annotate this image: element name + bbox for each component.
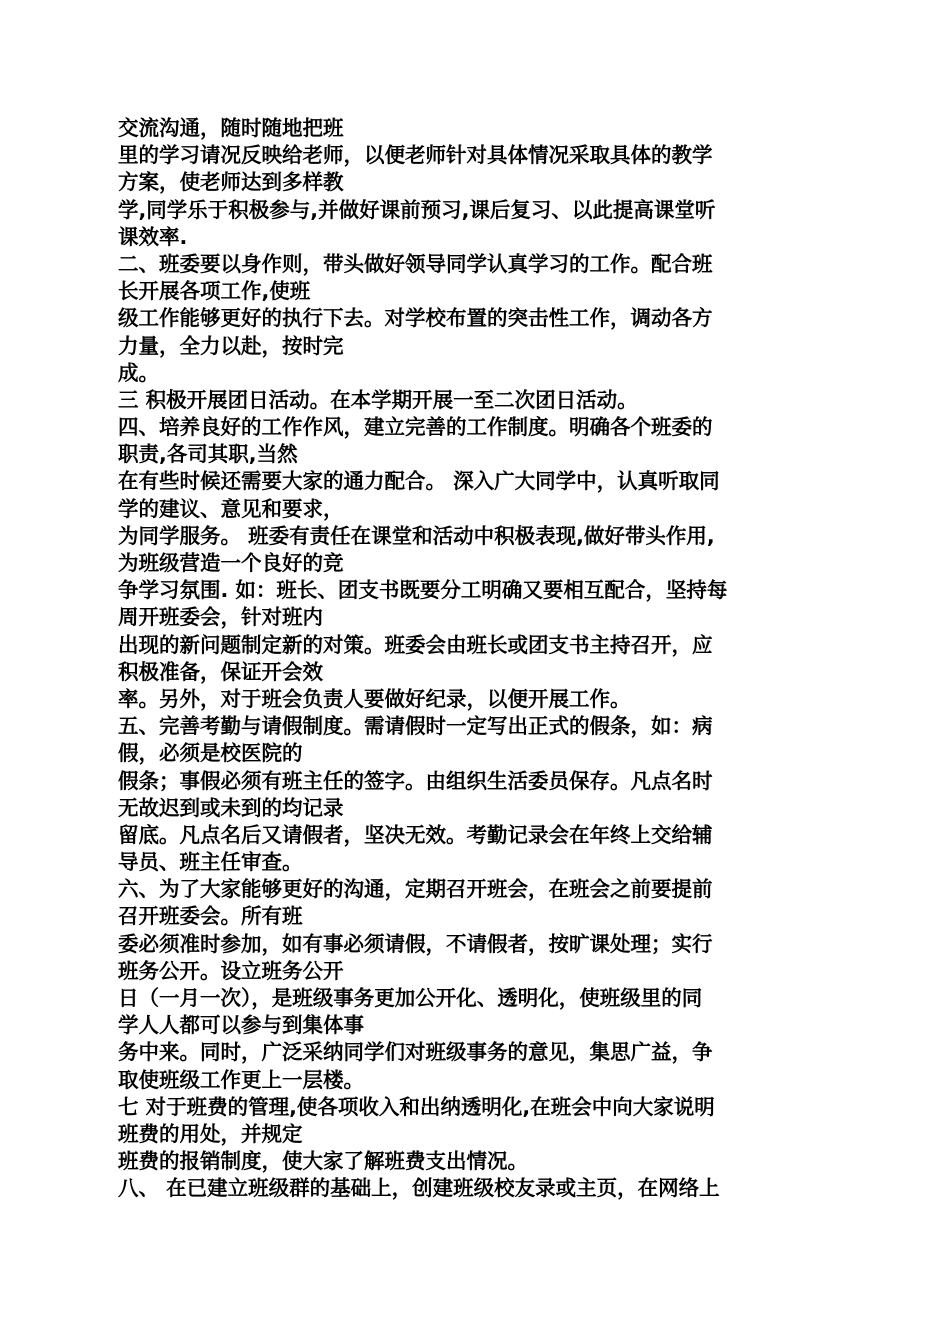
text-line: 职责,各司其职,当然: [118, 442, 298, 467]
text-line: 班费的用处，并规定: [118, 1121, 303, 1146]
text-line: 级工作能够更好的执行下去。对学校布置的突击性工作，调动各方: [118, 306, 713, 331]
text-line: 周开班委会，针对班内: [118, 605, 323, 630]
text-line: 务中来。同时，广泛采纳同学们对班级事务的意见，集思广益，争: [118, 1040, 713, 1065]
text-line: 出现的新问题制定新的对策。班委会由班长或团支书主持召开，应: [118, 632, 713, 657]
text-line: 为同学服务。 班委有责任在课堂和活动中积极表现,做好带头作用,: [118, 523, 715, 548]
text-line: 积极准备，保证开会效: [118, 659, 323, 684]
text-line: 在有些时候还需要大家的通力配合。 深入广大同学中，认真听取同: [118, 469, 720, 494]
text-line: 长开展各项工作,使班: [118, 279, 311, 304]
text-line: 交流沟通，随时随地把班: [118, 116, 344, 140]
text-line: 率。另外，对于班会负责人要做好纪录，以便开展工作。: [118, 686, 631, 711]
text-line: 方案，使老师达到多样教: [118, 170, 344, 195]
text-line: 争学习氛围. 如：班长、团支书既要分工明确又要相互配合，坚持每: [118, 578, 728, 603]
text-line: 班务公开。设立班务公开: [118, 958, 344, 983]
text-line: 七 对于班费的管理,使各项收入和出纳透明化,在班会中向大家说明: [118, 1094, 715, 1119]
text-line: 无故迟到或未到的均记录: [118, 795, 344, 820]
text-line: 假条；事假必须有班主任的签字。由组织生活委员保存。凡点名时: [118, 768, 713, 793]
text-line: 留底。凡点名后又请假者，坚决无效。考勤记录会在年终上交给辅: [118, 822, 713, 847]
text-line: 班费的报销制度，使大家了解班费支出情况。: [118, 1149, 528, 1174]
document-body: [118, 115, 833, 1203]
text-line: 学,同学乐于积极参与,并做好课前预习,课后复习、以此提高课堂听: [118, 197, 716, 222]
text-line: 委必须准时参加，如有事必须请假，不请假者，按旷课处理；实行: [118, 931, 713, 956]
text-line: 假，必须是校医院的: [118, 741, 303, 766]
text-line: 课效率.: [118, 224, 188, 249]
text-line: 学人人都可以参与到集体事: [118, 1013, 364, 1038]
text-line: 学的建议、意见和要求，: [118, 496, 344, 521]
text-line: 二、班委要以身作则，带头做好领导同学认真学习的工作。配合班: [118, 251, 713, 276]
text-line: 召开班委会。所有班: [118, 904, 303, 929]
text-line: 八、 在已建立班级群的基础上，创建班级校友录或主页，在网络上: [118, 1176, 720, 1201]
text-line: 取使班级工作更上一层楼。: [118, 1067, 364, 1092]
text-line: 三 积极开展团日活动。在本学期开展一至二次团日活动。: [118, 387, 638, 412]
text-line: 四、培养良好的工作作风，建立完善的工作制度。明确各个班委的: [118, 415, 713, 440]
text-line: 导员、班主任审查。: [118, 850, 303, 875]
text-line: 日（一月一次），是班级事务更加公开化、透明化，使班级里的同: [118, 986, 703, 1010]
text-line: 里的学习请况反映给老师，以便老师针对具体情况采取具体的教学: [118, 143, 713, 168]
text-line: 为班级营造一个良好的竞: [118, 551, 344, 575]
text-line: 五、完善考勤与请假制度。需请假时一定写出正式的假条，如：病: [118, 714, 713, 739]
text-line: 成。: [118, 360, 159, 385]
text-line: 力量，全力以赴，按时完: [118, 333, 344, 358]
text-line: 六、为了大家能够更好的沟通，定期召开班会，在班会之前要提前: [118, 877, 713, 902]
